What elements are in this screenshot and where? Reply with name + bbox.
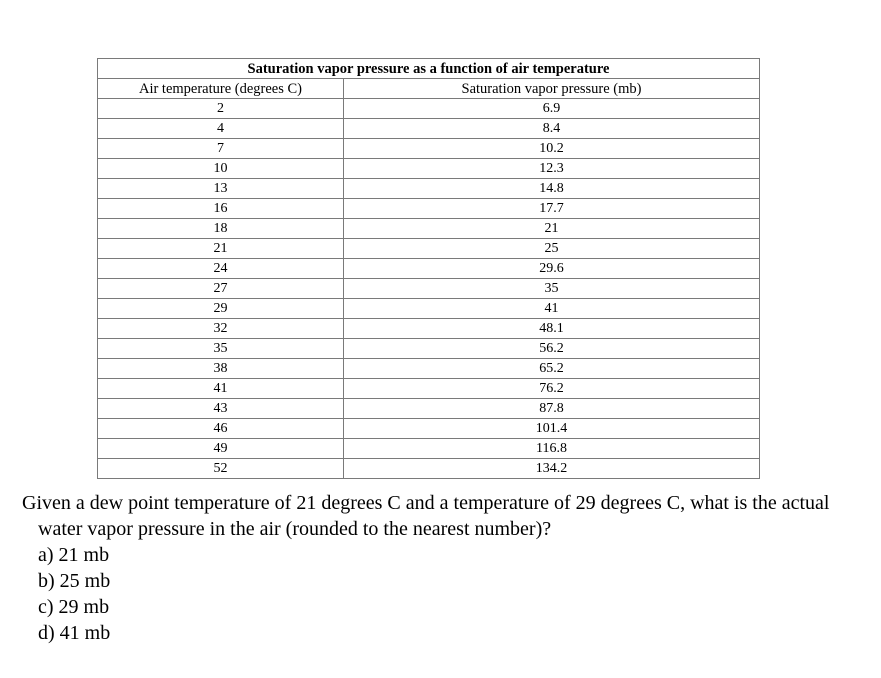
cell-temperature: 43 bbox=[98, 399, 344, 419]
table-row bbox=[98, 279, 760, 299]
cell-temperature: 13 bbox=[98, 179, 344, 199]
cell-pressure: 17.7 bbox=[344, 199, 760, 219]
cell-temperature: 49 bbox=[98, 439, 344, 459]
cell-pressure: 21 bbox=[344, 219, 760, 239]
table-row bbox=[98, 99, 760, 119]
table-header-row bbox=[98, 79, 760, 99]
cell-temperature: 27 bbox=[98, 279, 344, 299]
cell-temperature: 32 bbox=[98, 319, 344, 339]
cell-pressure: 76.2 bbox=[344, 379, 760, 399]
cell-pressure: 41 bbox=[344, 299, 760, 319]
cell-temperature: 38 bbox=[98, 359, 344, 379]
table-row bbox=[98, 459, 760, 479]
cell-temperature: 10 bbox=[98, 159, 344, 179]
column-header-temperature: Air temperature (degrees C) bbox=[98, 79, 344, 99]
cell-pressure: 65.2 bbox=[344, 359, 760, 379]
table-row bbox=[98, 419, 760, 439]
cell-temperature: 2 bbox=[98, 99, 344, 119]
table-row bbox=[98, 259, 760, 279]
table-body bbox=[98, 99, 760, 479]
cell-pressure: 56.2 bbox=[344, 339, 760, 359]
table-row bbox=[98, 239, 760, 259]
cell-pressure: 6.9 bbox=[344, 99, 760, 119]
answer-option: a) 21 mb bbox=[38, 544, 110, 566]
table-title: Saturation vapor pressure as a function of air temperature bbox=[98, 59, 760, 79]
cell-temperature: 18 bbox=[98, 219, 344, 239]
cell-temperature: 29 bbox=[98, 299, 344, 319]
answer-options bbox=[22, 542, 872, 646]
cell-pressure: 10.2 bbox=[344, 139, 760, 159]
cell-pressure: 8.4 bbox=[344, 119, 760, 139]
cell-temperature: 16 bbox=[98, 199, 344, 219]
cell-temperature: 24 bbox=[98, 259, 344, 279]
table-row bbox=[98, 339, 760, 359]
answer-option: b) 25 mb bbox=[38, 570, 111, 592]
question-block bbox=[22, 490, 872, 646]
table-row bbox=[98, 359, 760, 379]
table-row bbox=[98, 199, 760, 219]
table-row bbox=[98, 179, 760, 199]
table-row bbox=[98, 159, 760, 179]
table-row bbox=[98, 219, 760, 239]
table-title-row bbox=[98, 59, 760, 79]
answer-option: c) 29 mb bbox=[38, 596, 110, 618]
cell-pressure: 116.8 bbox=[344, 439, 760, 459]
table-row bbox=[98, 379, 760, 399]
cell-temperature: 35 bbox=[98, 339, 344, 359]
cell-pressure: 134.2 bbox=[344, 459, 760, 479]
cell-pressure: 87.8 bbox=[344, 399, 760, 419]
cell-temperature: 46 bbox=[98, 419, 344, 439]
table-row bbox=[98, 299, 760, 319]
cell-temperature: 21 bbox=[98, 239, 344, 259]
table-row bbox=[98, 399, 760, 419]
cell-pressure: 12.3 bbox=[344, 159, 760, 179]
cell-temperature: 7 bbox=[98, 139, 344, 159]
cell-temperature: 41 bbox=[98, 379, 344, 399]
table-row bbox=[98, 439, 760, 459]
table-row bbox=[98, 139, 760, 159]
column-header-pressure: Saturation vapor pressure (mb) bbox=[344, 79, 760, 99]
cell-pressure: 29.6 bbox=[344, 259, 760, 279]
cell-pressure: 25 bbox=[344, 239, 760, 259]
table-row bbox=[98, 319, 760, 339]
vapor-pressure-table bbox=[97, 58, 760, 479]
cell-pressure: 48.1 bbox=[344, 319, 760, 339]
cell-pressure: 14.8 bbox=[344, 179, 760, 199]
table-row bbox=[98, 119, 760, 139]
cell-pressure: 35 bbox=[344, 279, 760, 299]
cell-temperature: 52 bbox=[98, 459, 344, 479]
answer-option: d) 41 mb bbox=[38, 622, 111, 644]
cell-pressure: 101.4 bbox=[344, 419, 760, 439]
question-text: Given a dew point temperature of 21 degrees C and a temperature of 29 degrees C, what is the actual water vapor pressure in the air (rounded to the nearest number)? bbox=[22, 492, 830, 540]
cell-temperature: 4 bbox=[98, 119, 344, 139]
